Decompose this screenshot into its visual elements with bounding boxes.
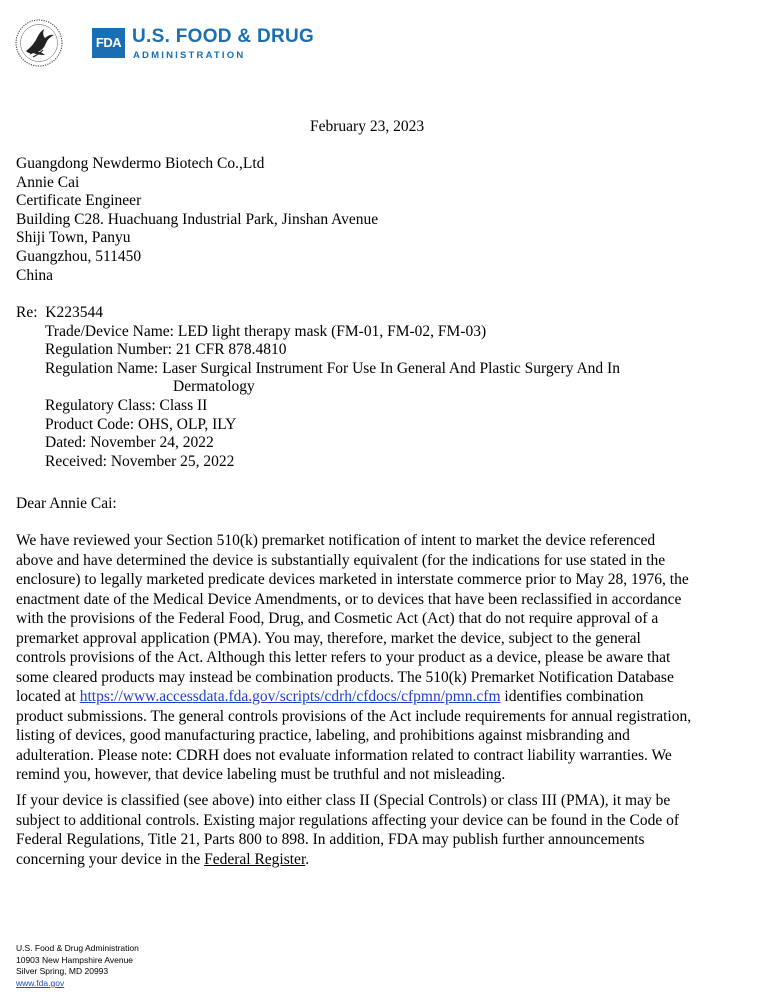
recipient-name: Annie Cai	[16, 173, 80, 191]
recipient-city: Guangzhou, 511450	[16, 247, 142, 265]
paragraph-text: identifies combination	[500, 688, 644, 705]
body-paragraph-1	[16, 531, 760, 785]
agency-name-line1: U.S. FOOD & DRUG	[132, 26, 315, 47]
paragraph-line: We have reviewed your Section 510(k) premarket notification of intent to market the device referenced	[16, 532, 656, 549]
federal-register-text: Federal Register	[204, 850, 306, 868]
regulatory-class: Regulatory Class: Class II	[45, 396, 208, 414]
paragraph-line: with the provisions of the Federal Food, Drug, and Cosmetic Act (Act) that do not require approval of a	[16, 610, 659, 627]
footer-city: Silver Spring, MD 20993	[16, 966, 109, 977]
paragraph-line: controls provisions of the Act. Although this letter refers to your product as a device, please be aware that	[16, 649, 671, 666]
recipient-address-line1: Building C28. Huachuang Industrial Park, Jinshan Avenue	[16, 210, 379, 228]
regulation-name: Regulation Name: Laser Surgical Instrument For Use In General And Plastic Surgery And In	[45, 359, 620, 377]
regulation-number: Regulation Number: 21 CFR 878.4810	[45, 341, 287, 359]
paragraph-line: enactment date of the Medical Device Amendments, or to devices that have been reclassified in accordance	[16, 590, 682, 608]
paragraph-line: enclosure) to legally marketed predicate devices marketed in interstate commerce prior to May 28, 1976, the	[16, 571, 689, 588]
dated: Dated: November 24, 2022	[45, 434, 214, 452]
paragraph-line: adulteration. Please note: CDRH does not evaluate information related to contract liability warranties. We	[16, 746, 672, 764]
paragraph-line: above and have determined the device is substantially equivalent (for the indications for use stated in the	[16, 551, 666, 569]
recipient-address-line2: Shiji Town, Panyu	[16, 229, 131, 247]
reference-block	[16, 304, 620, 471]
paragraph-line: product submissions. The general controls provisions of the Act include requirements for annual registration,	[16, 707, 692, 725]
trade-device-name: Trade/Device Name: LED light therapy mask (FM-01, FM-02, FM-03)	[45, 322, 487, 340]
paragraph-line: Federal Regulations, Title 21, Parts 800 to 898. In addition, FDA may publish further announcements	[16, 831, 645, 848]
paragraph-line: listing of devices, good manufacturing practice, labeling, and prohibitions against misbranding and	[16, 727, 630, 744]
salutation: Dear Annie Cai:	[16, 495, 117, 512]
paragraph-line: remind you, however, that device labeling must be truthful and not misleading.	[16, 766, 506, 783]
recipient-company: Guangdong Newdermo Biotech Co.,Ltd	[16, 155, 265, 172]
letter-date: February 23, 2023	[310, 118, 425, 135]
paragraph-line: premarket approval application (PMA). You may, therefore, market the device, subject to the general	[16, 629, 641, 647]
regulation-name-continued: Dermatology	[173, 378, 255, 396]
recipient-country: China	[16, 266, 54, 284]
product-code: Product Code: OHS, OLP, ILY	[45, 415, 237, 433]
footer-org: U.S. Food & Drug Administration	[16, 943, 139, 953]
agency-name-line2: ADMINISTRATION	[133, 50, 246, 61]
paragraph-line	[16, 687, 760, 707]
received: Received: November 25, 2022	[45, 452, 235, 470]
letterhead	[14, 18, 314, 68]
recipient-title: Certificate Engineer	[16, 192, 142, 210]
paragraph-text: located at	[16, 688, 80, 705]
hhs-eagle-seal-icon	[14, 18, 64, 68]
reference-number: K223544	[45, 304, 103, 321]
fda-website-link[interactable]: www.fda.gov	[16, 977, 65, 988]
footer-address	[16, 943, 139, 989]
reference-number-row	[16, 304, 620, 323]
paragraph-text: concerning your device in the	[16, 850, 205, 868]
paragraph-line	[16, 850, 760, 870]
paragraph-line: If your device is classified (see above) into either class II (Special Controls) or class III (PMA), it may be	[16, 792, 671, 809]
fda-logo-text: FDA	[95, 35, 122, 50]
footer-street: 10903 New Hampshire Avenue	[16, 954, 134, 965]
fda-logo-mark	[92, 28, 125, 58]
paragraph-line: subject to additional controls. Existing major regulations affecting your device can be found in the Code of	[16, 811, 680, 829]
recipient-address-block	[16, 155, 378, 285]
pmn-database-link[interactable]: https://www.accessdata.fda.gov/scripts/cdrh/cfdocs/cfpmn/pmn.cfm	[79, 688, 501, 705]
body-paragraph-2	[16, 791, 760, 869]
reference-label: Re:	[16, 304, 38, 321]
paragraph-text: .	[305, 850, 310, 868]
paragraph-line: some cleared products may instead be combination products. The 510(k) Premarket Notification Database	[16, 668, 674, 686]
